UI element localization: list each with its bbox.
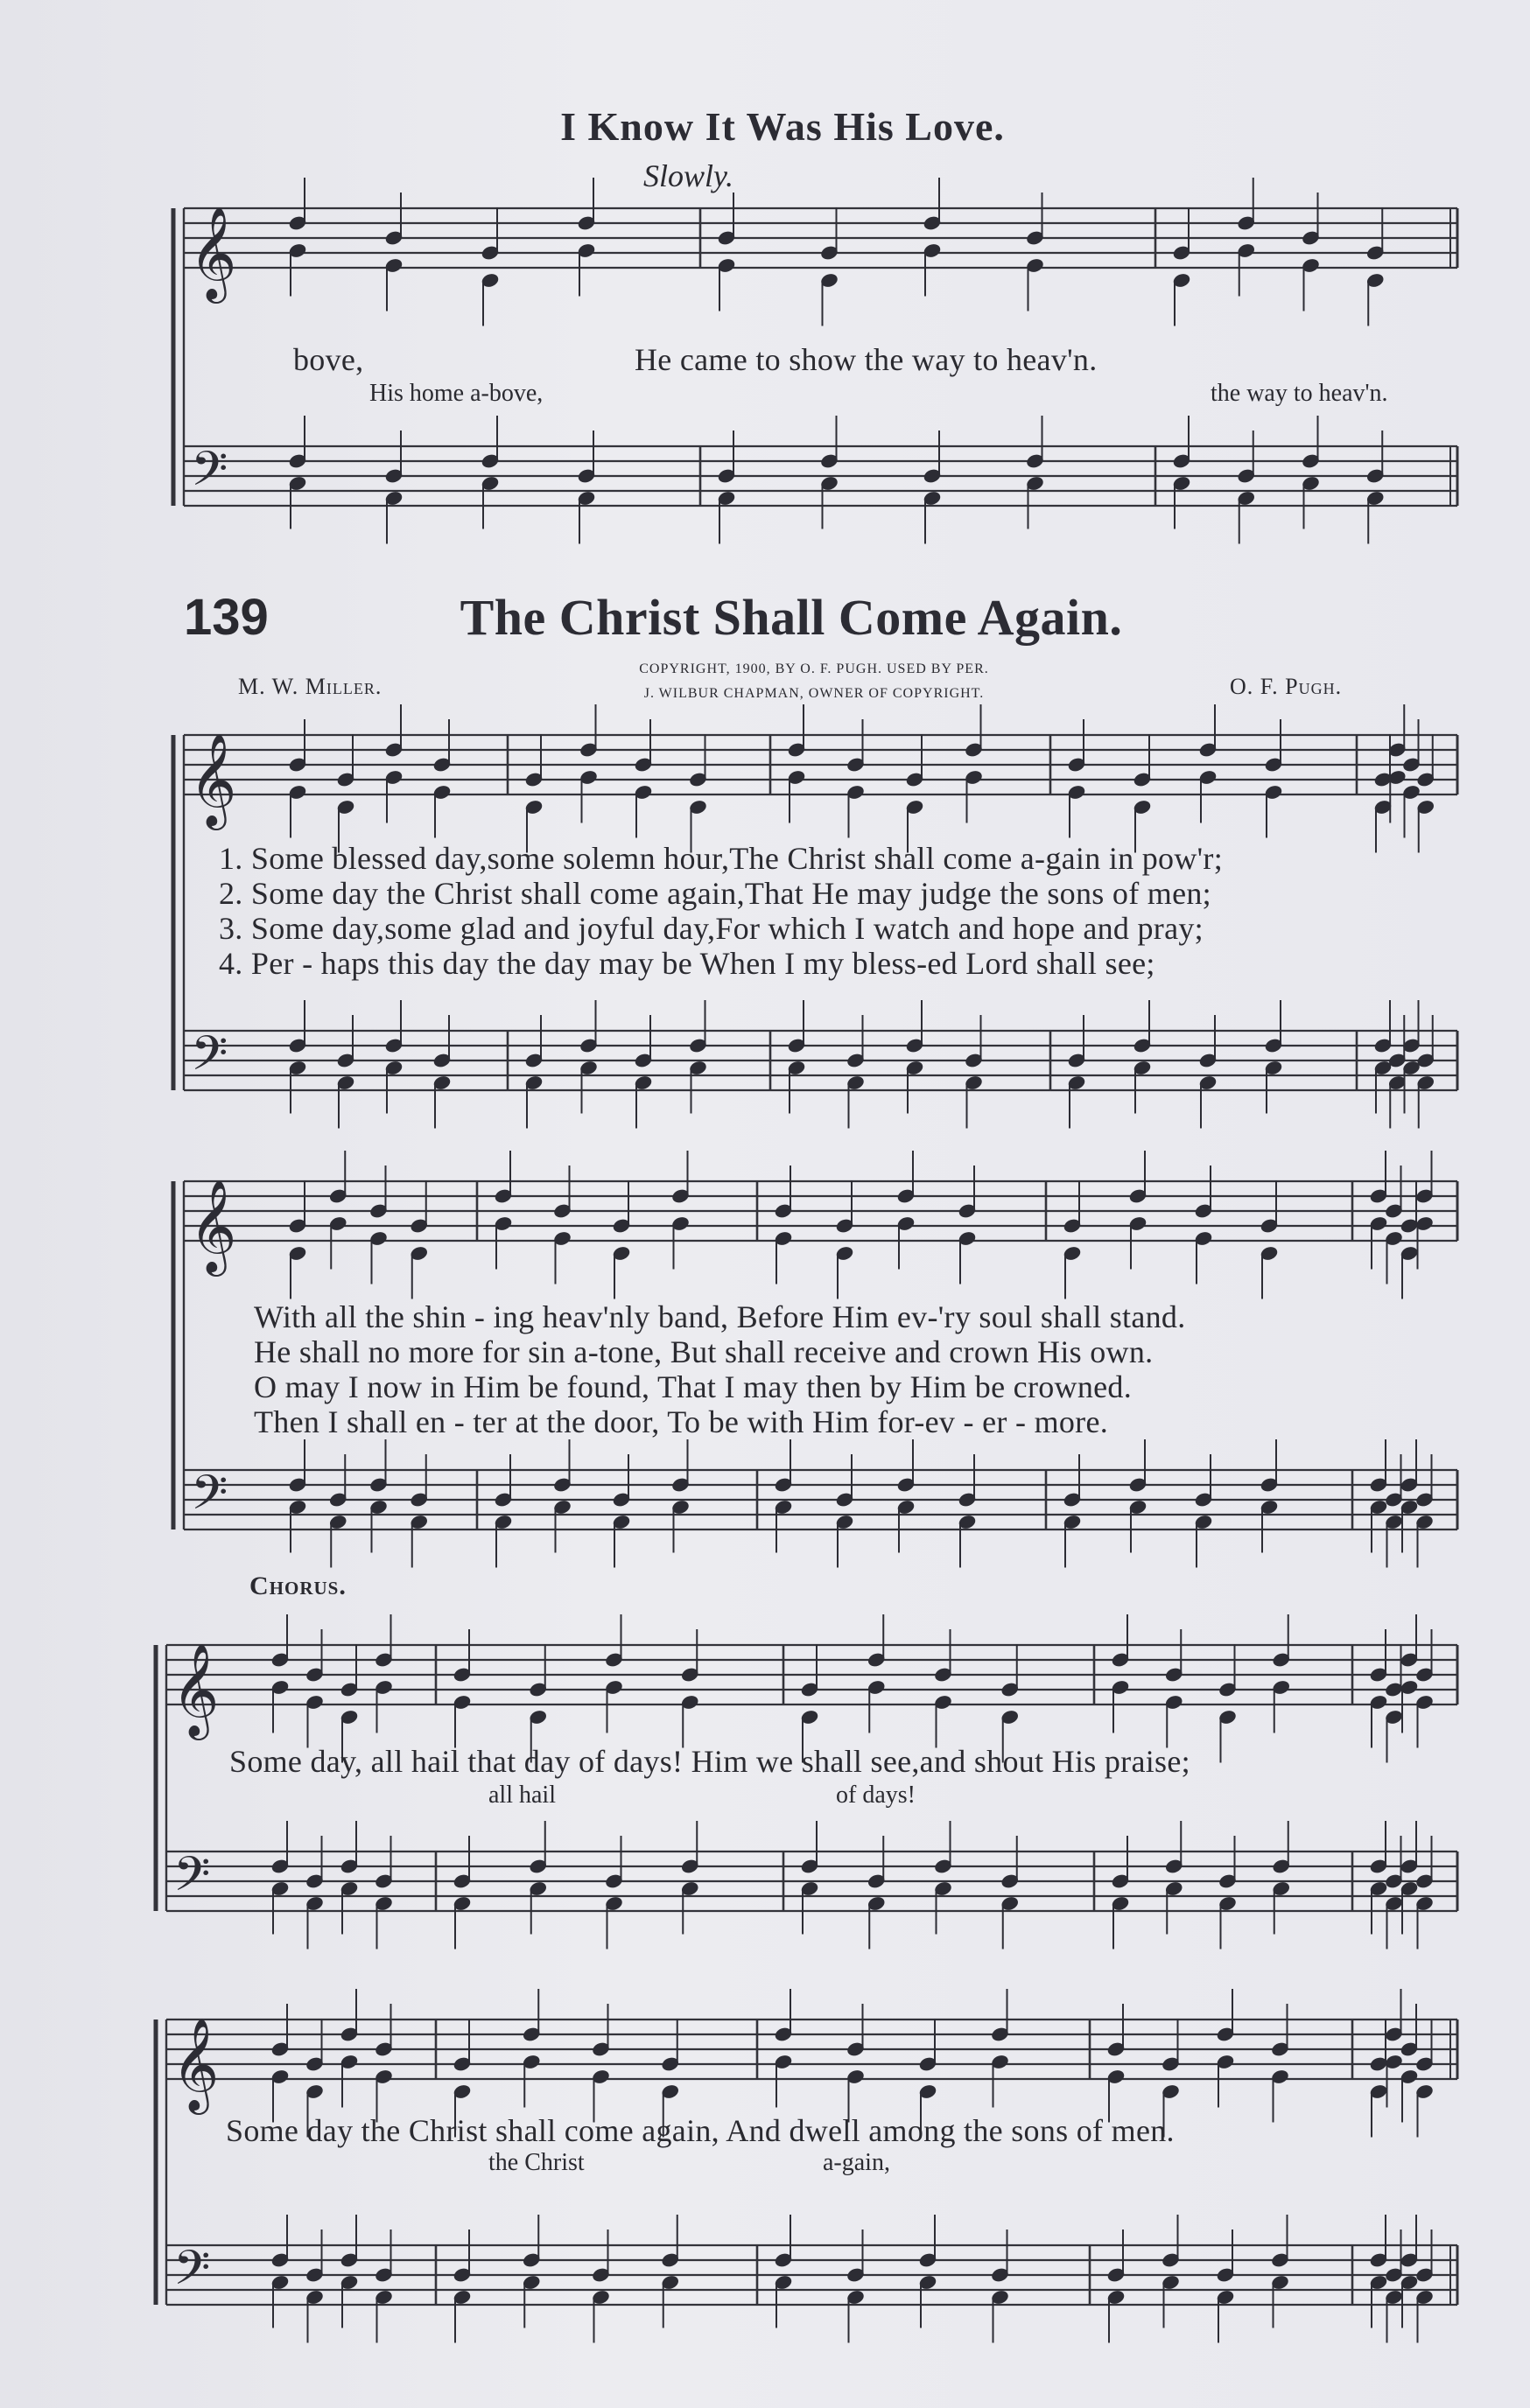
bass-clef-icon: 𝄢: [191, 441, 228, 508]
verse-2a: 2. Some day the Christ shall come again,That He may judge the sons of men;: [219, 876, 1211, 911]
tempo-marking: Slowly.: [643, 158, 734, 193]
chorus-line-2: Some day the Christ shall come again, And dwell among the sons of men.: [226, 2113, 1175, 2148]
hymn-title: The Christ Shall Come Again.: [460, 589, 1123, 646]
chorus-line-2-alto-a: the Christ: [488, 2149, 585, 2176]
bass-clef-icon: 𝄢: [173, 1846, 211, 1914]
verse-2b: He shall no more for sin a-tone, But shall receive and crown His own.: [254, 1334, 1154, 1369]
verse-1a: 1. Some blessed day,some solemn hour,The Christ shall come a-gain in pow'r;: [219, 841, 1224, 876]
lyric-top-4: the way to heav'n.: [1211, 380, 1388, 407]
verse-4a: 4. Per - haps this day the day may be When I my bless-ed Lord shall see;: [219, 946, 1155, 981]
treble-clef-icon: 𝄞: [189, 1179, 237, 1272]
verse-1b: With all the shin - ing heav'nly band, Before Him ev-'ry soul shall stand.: [254, 1299, 1186, 1334]
author: M. W. Miller.: [238, 674, 382, 699]
hymn-number: 139: [184, 589, 269, 646]
top-hymn-title: I Know It Was His Love.: [560, 104, 1005, 149]
copyright-line-2: J. WILBUR CHAPMAN, OWNER OF COPYRIGHT.: [643, 686, 985, 701]
treble-clef-icon: 𝄞: [172, 2017, 220, 2110]
lyric-top-2: He came to show the way to heav'n.: [635, 342, 1098, 377]
bass-clef-icon: 𝄢: [173, 2240, 211, 2307]
composer: O. F. Pugh.: [1230, 674, 1343, 699]
lyric-top-1: bove,: [293, 342, 364, 377]
verse-3b: O may I now in Him be found, That I may then by Him be crowned.: [254, 1369, 1133, 1404]
chorus-line-1-alto-b: of days!: [836, 1782, 916, 1809]
chorus-line-1-alto-a: all hail: [488, 1782, 556, 1809]
bass-clef-icon: 𝄢: [191, 1026, 228, 1093]
chorus-line-2-alto-b: a-gain,: [823, 2149, 890, 2176]
treble-clef-icon: 𝄞: [189, 732, 237, 826]
treble-clef-icon: 𝄞: [189, 206, 237, 299]
lyric-top-3: His home a-bove,: [369, 380, 544, 407]
chorus-label: Chorus.: [249, 1572, 347, 1600]
bass-clef-icon: 𝄢: [191, 1465, 228, 1532]
chorus-line-1: Some day, all hail that day of days! Him we shall see,and shout His praise;: [229, 1744, 1190, 1779]
treble-clef-icon: 𝄞: [172, 1642, 220, 1736]
verse-4b: Then I shall en - ter at the door, To be with Him for-ev - er - more.: [254, 1404, 1109, 1439]
copyright-line-1: COPYRIGHT, 1900, BY O. F. PUGH. USED BY PER.: [639, 662, 989, 676]
verse-3a: 3. Some day,some glad and joyful day,For which I watch and hope and pray;: [219, 911, 1204, 946]
